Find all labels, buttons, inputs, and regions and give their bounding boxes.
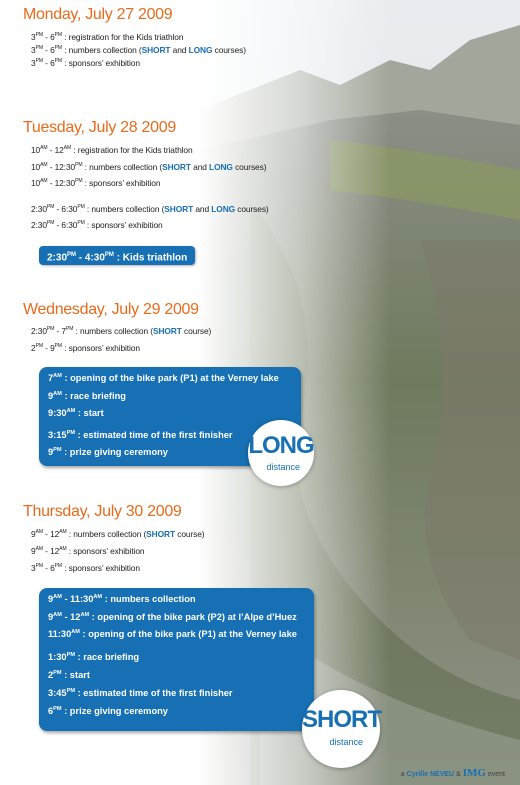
day-title-wednesday: Wednesday, July 29 2009 bbox=[23, 301, 199, 318]
short-item: $1:30^{PM}$ : race briefing bbox=[48, 652, 140, 663]
schedule-line: $3^{PM} - 6^{PM}$ : numbers collection (SHORT and LONG courses) bbox=[31, 45, 246, 55]
schedule-line: $2:30^{PM}$ - $6:30^{PM}$ : sponsors’ exhibition bbox=[31, 220, 163, 230]
long-item: $7^{AM}$ : opening of the bike park (P1) at the Verney lake bbox=[48, 373, 279, 384]
schedule-line: $3^{PM} - 6^{PM}$ : sponsors’ exhibition bbox=[31, 563, 140, 573]
day-title-tuesday: Tuesday, July 28 2009 bbox=[23, 119, 176, 136]
schedule-line: $2:30^{PM} - 7^{PM}$ : numbers collection (SHORT course) bbox=[31, 326, 212, 336]
organizer-name: Cyrille NEVEU bbox=[406, 771, 455, 778]
short-distance-box bbox=[39, 588, 314, 731]
short-item: $9^{AM} - 12^{AM}$ : opening of the bike park (P2) at l’Alpe d’Huez bbox=[48, 612, 297, 623]
schedule-line: $3^{PM} - 6^{PM}$ : registration for the Kids triathlon bbox=[31, 32, 184, 42]
img-logo: IMG bbox=[462, 767, 486, 779]
short-item: $3:45^{PM}$ : estimated time of the first finisher bbox=[48, 688, 233, 699]
day-title-monday: Monday, July 27 2009 bbox=[23, 6, 173, 23]
long-distance-badge bbox=[248, 420, 314, 486]
schedule-line: $10^{AM} - 12^{AM}$ : registration for the Kids triathlon bbox=[31, 145, 193, 155]
schedule-line: $2:30^{PM}$ - $6:30^{PM}$ : numbers collection (SHORT and LONG courses) bbox=[31, 204, 269, 214]
schedule-line: $10^{AM}$ - $12:30^{PM}$ : sponsors’ exhibition bbox=[31, 178, 161, 188]
kids-triathlon-highlight: $2:30^{PM}$ - $4:30^{PM}$ : Kids triathlon bbox=[39, 246, 195, 265]
short-item: $6^{PM}$ : prize giving ceremony bbox=[48, 706, 168, 717]
long-item: $9^{AM}$ : race briefing bbox=[48, 391, 126, 402]
short-item: $9^{AM}$ - $11:30^{AM}$ : numbers collection bbox=[48, 594, 196, 605]
badge-sublabel: distance bbox=[266, 462, 300, 472]
day-title-thursday: Thursday, July 30 2009 bbox=[23, 503, 182, 520]
long-item: $9^{PM}$ : prize giving ceremony bbox=[48, 447, 168, 458]
short-distance-badge bbox=[302, 690, 380, 768]
schedule-line: $9^{AM} - 12^{AM}$ : sponsors’ exhibition bbox=[31, 546, 145, 556]
schedule-line: $9^{AM} - 12^{AM}$ : numbers collection (SHORT course) bbox=[31, 529, 205, 539]
badge-sublabel: distance bbox=[329, 737, 363, 747]
long-item: $3:15^{PM}$ : estimated time of the first finisher bbox=[48, 430, 233, 441]
short-item: $2^{PM}$ : start bbox=[48, 670, 90, 681]
badge-label: LONG bbox=[248, 432, 314, 459]
footer-credit: a Cyrille NEVEU & IMG event bbox=[400, 767, 505, 779]
schedule-line: $10^{AM}$ - $12:30^{PM}$ : numbers collection (SHORT and LONG courses) bbox=[31, 162, 267, 172]
long-item: $9:30^{AM}$ : start bbox=[48, 408, 104, 419]
schedule-line: $3^{PM} - 6^{PM}$ : sponsors’ exhibition bbox=[31, 58, 140, 68]
badge-label: SHORT bbox=[302, 706, 381, 733]
short-item: $11:30^{AM}$ : opening of the bike park (P1) at the Verney lake bbox=[48, 629, 297, 640]
schedule-line: $2^{PM} - 9^{PM}$ : sponsors’ exhibition bbox=[31, 343, 140, 353]
